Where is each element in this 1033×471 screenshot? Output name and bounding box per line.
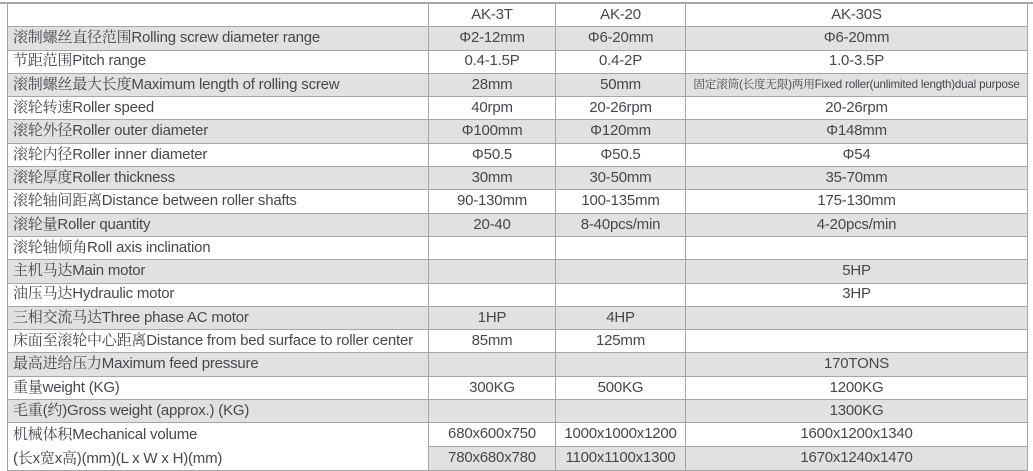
value-cell-ak3t xyxy=(429,236,556,259)
spec-row xyxy=(8,190,1028,213)
value-cell-ak20: 4HP xyxy=(556,306,686,329)
spec-row xyxy=(8,353,1028,376)
row-label: 主机马达Main motor xyxy=(8,260,429,283)
row-label: 滚轮轴间距离Distance between roller shafts xyxy=(8,190,429,213)
row-label: 滚制螺丝最大长度Maximum length of rolling screw xyxy=(8,73,429,96)
value-cell-ak20 xyxy=(556,236,686,259)
value-cell-ak3t xyxy=(429,283,556,306)
value-cell-ak20: 100-135mm xyxy=(556,190,686,213)
spec-row xyxy=(8,167,1028,190)
header-model-ak30s: AK-30S xyxy=(686,4,1028,27)
value-cell-ak3t: Φ50.5 xyxy=(429,143,556,166)
value-cell-ak20: 50mm xyxy=(556,73,686,96)
value-cell-ak3t: 20-40 xyxy=(429,213,556,236)
value-cell-ak3t xyxy=(429,400,556,423)
value-cell-ak30s: Φ148mm xyxy=(686,120,1028,143)
value-cell-ak3t: Φ2-12mm xyxy=(429,27,556,50)
value-cell-ak20: Φ120mm xyxy=(556,120,686,143)
value-cell-ak3t: 780x680x780 xyxy=(429,447,556,471)
value-cell-ak3t xyxy=(429,353,556,376)
row-label: 毛重(约)Gross weight (approx.) (KG) xyxy=(8,400,429,423)
value-cell-ak3t: Φ100mm xyxy=(429,120,556,143)
row-label: 油压马达Hydraulic motor xyxy=(8,283,429,306)
value-cell-ak20: 500KG xyxy=(556,376,686,399)
spec-row xyxy=(8,400,1028,423)
value-cell-ak30s: Φ54 xyxy=(686,143,1028,166)
value-cell-ak20: 8-40pcs/min xyxy=(556,213,686,236)
machine-spec-table xyxy=(7,4,1028,471)
value-cell-ak3t: 0.4-1.5P xyxy=(429,50,556,73)
row-label: 滚轮厚度Roller thickness xyxy=(8,167,429,190)
value-cell-ak20 xyxy=(556,283,686,306)
value-cell-ak20 xyxy=(556,260,686,283)
spec-row xyxy=(8,27,1028,50)
row-label: 最高进给压力Maximum feed pressure xyxy=(8,353,429,376)
value-cell-ak30s: 35-70mm xyxy=(686,167,1028,190)
value-cell-ak3t: 1HP xyxy=(429,306,556,329)
value-cell-ak30s: 1670x1240x1470 xyxy=(686,447,1028,471)
value-cell-ak30s: 4-20pcs/min xyxy=(686,213,1028,236)
value-cell-ak30s: 170TONS xyxy=(686,353,1028,376)
value-cell-ak3t: 680x600x750 xyxy=(429,423,556,447)
row-label: 滚轮外径Roller outer diameter xyxy=(8,120,429,143)
value-cell-ak30s: Φ6-20mm xyxy=(686,27,1028,50)
value-cell-ak3t: 28mm xyxy=(429,73,556,96)
spec-row xyxy=(8,213,1028,236)
row-label: 床面至滚轮中心距离Distance from bed surface to roller center xyxy=(8,330,429,353)
value-cell-ak3t xyxy=(429,260,556,283)
spec-row xyxy=(8,283,1028,306)
spec-row xyxy=(8,143,1028,166)
header-model-ak20: AK-20 xyxy=(556,4,686,27)
row-label: 滚轮量Roller quantity xyxy=(8,213,429,236)
row-label: 滚轮轴倾角Roll axis inclination xyxy=(8,236,429,259)
value-cell-ak20: 30-50mm xyxy=(556,167,686,190)
row-label-merged xyxy=(8,423,429,471)
spec-row xyxy=(8,260,1028,283)
value-cell-ak30s: 20-26rpm xyxy=(686,97,1028,120)
value-cell-ak3t: 300KG xyxy=(429,376,556,399)
spec-row xyxy=(8,306,1028,329)
value-cell-ak30s xyxy=(686,236,1028,259)
row-label-line: (长x宽x高)(mm)(L x W x H)(mm) xyxy=(13,449,223,467)
value-cell-ak30s: 1300KG xyxy=(686,400,1028,423)
spec-row xyxy=(8,73,1028,96)
value-cell-ak20: Φ50.5 xyxy=(556,143,686,166)
header-row xyxy=(8,4,1028,27)
value-cell-ak20 xyxy=(556,400,686,423)
value-cell-ak30s: 3HP xyxy=(686,283,1028,306)
value-cell-ak3t: 85mm xyxy=(429,330,556,353)
value-cell-ak30s: 175-130mm xyxy=(686,190,1028,213)
spec-row xyxy=(8,423,1028,447)
header-model-ak3t: AK-3T xyxy=(429,4,556,27)
row-label: 重量weight (KG) xyxy=(8,376,429,399)
value-cell-ak20 xyxy=(556,353,686,376)
value-cell-ak20: 1100x1100x1300 xyxy=(556,447,686,471)
value-cell-ak20: 125mm xyxy=(556,330,686,353)
row-label: 滚制螺丝直径范围Rolling screw diameter range xyxy=(8,27,429,50)
value-cell-ak30s xyxy=(686,306,1028,329)
value-cell-ak20: 0.4-2P xyxy=(556,50,686,73)
value-cell-ak30s: 固定滚筒(长度无限)两用Fixed roller(unlimited length)dual purpose xyxy=(686,73,1028,96)
spec-row xyxy=(8,376,1028,399)
value-cell-ak20: Φ6-20mm xyxy=(556,27,686,50)
value-cell-ak30s xyxy=(686,330,1028,353)
value-cell-ak20: 1000x1000x1200 xyxy=(556,423,686,447)
value-cell-ak30s: 1200KG xyxy=(686,376,1028,399)
spec-row xyxy=(8,97,1028,120)
value-cell-ak30s: 1.0-3.5P xyxy=(686,50,1028,73)
row-label: 滚轮内径Roller inner diameter xyxy=(8,143,429,166)
row-label: 滚轮转速Roller speed xyxy=(8,97,429,120)
value-cell-ak30s: 5HP xyxy=(686,260,1028,283)
spec-row xyxy=(8,330,1028,353)
spec-row xyxy=(8,236,1028,259)
spec-table-body xyxy=(8,27,1028,471)
spec-row xyxy=(8,50,1028,73)
value-cell-ak3t: 90-130mm xyxy=(429,190,556,213)
value-cell-ak3t: 40rpm xyxy=(429,97,556,120)
value-cell-ak30s: 1600x1200x1340 xyxy=(686,423,1028,447)
row-label: 节距范围Pitch range xyxy=(8,50,429,73)
row-label-line: 机械体积Mechanical volume xyxy=(13,426,198,444)
value-cell-ak20: 20-26rpm xyxy=(556,97,686,120)
spec-row xyxy=(8,120,1028,143)
value-cell-ak3t: 30mm xyxy=(429,167,556,190)
header-empty-cell xyxy=(8,4,429,27)
row-label: 三相交流马达Three phase AC motor xyxy=(8,306,429,329)
